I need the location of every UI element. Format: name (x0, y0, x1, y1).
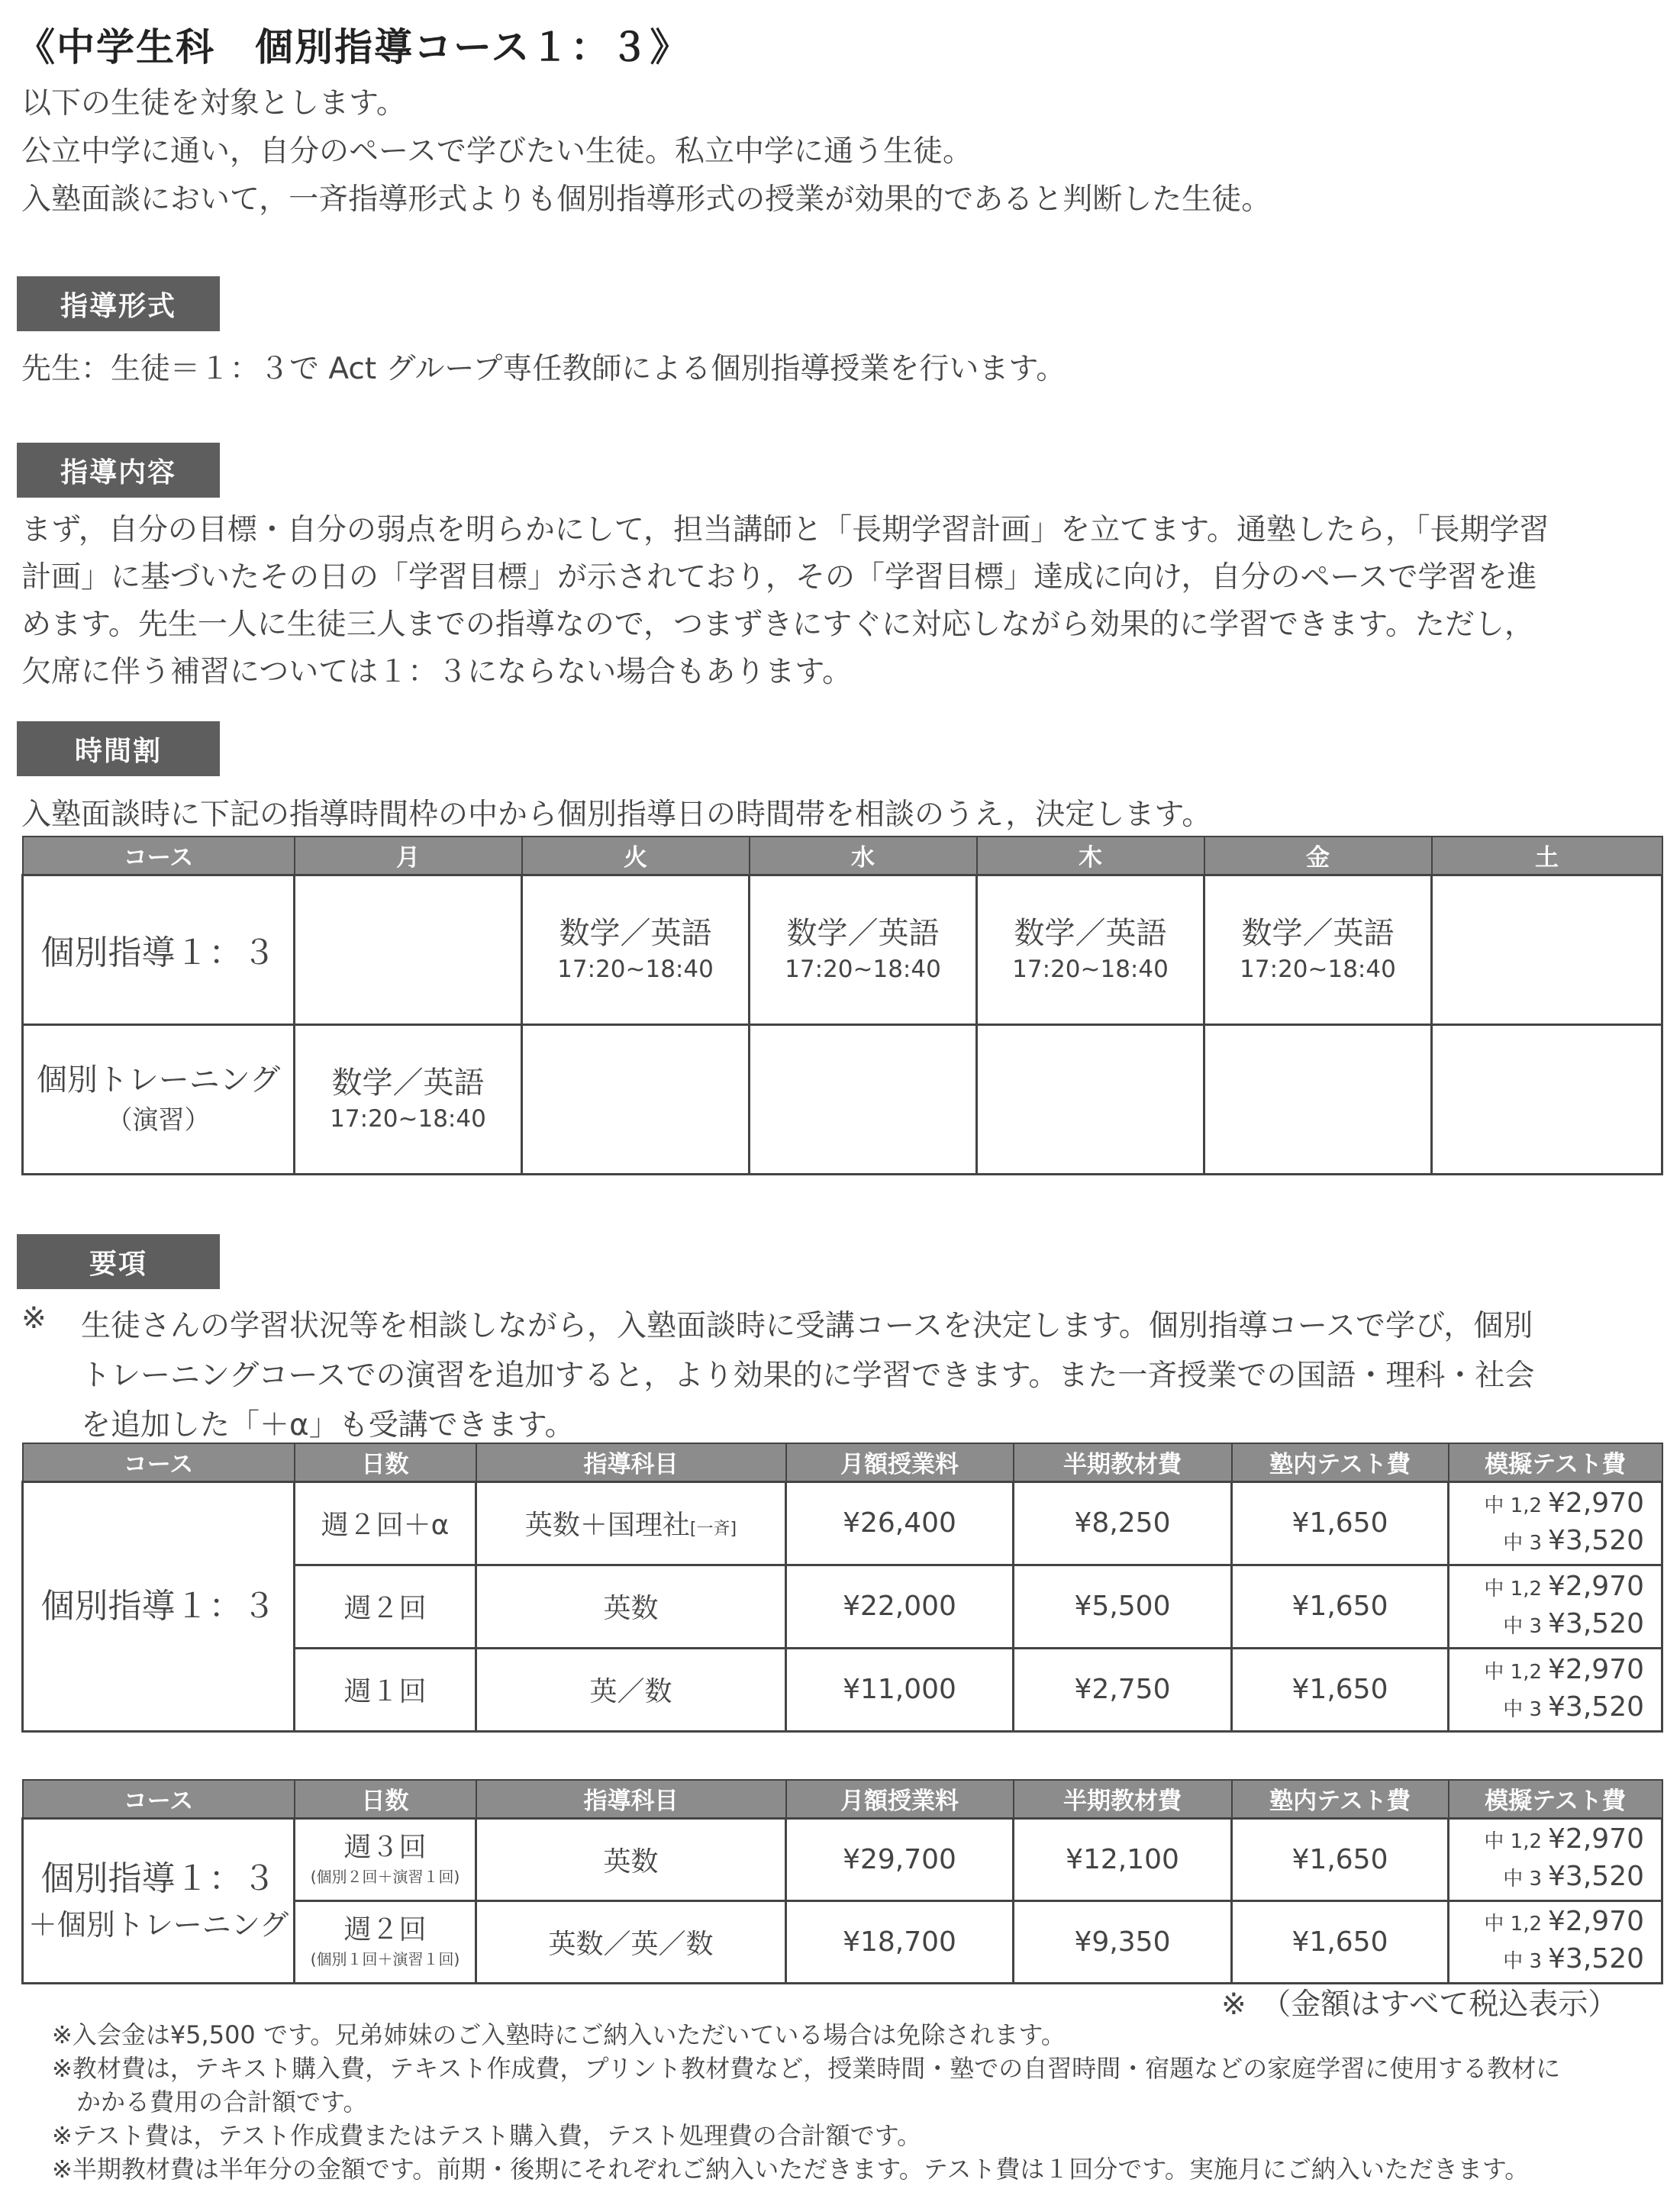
col-header-course: コース (23, 1443, 295, 1481)
fee-header-row (23, 1443, 1662, 1481)
page-title: 《中学生科 個別指導コース１：３》 (17, 25, 690, 69)
schedule-cell (750, 875, 977, 1024)
mock-fee-value: ¥2,970 (1548, 1906, 1644, 1937)
col-header-days: 日数 (295, 1443, 476, 1481)
col-header-thu: 木 (977, 837, 1204, 875)
intro-line: 以下の生徒を対象とします。 (21, 86, 406, 121)
time-text: 17:20~18:40 (1240, 956, 1396, 983)
empty-cell (1432, 875, 1662, 1024)
timetable-table (21, 836, 1663, 1175)
mock-fee-value: ¥2,970 (1548, 1653, 1644, 1685)
grade-label: 中 3 (1503, 1950, 1543, 1973)
course-name-sub: ＋個別トレーニング (27, 1908, 289, 1942)
col-header-subject: 指導科目 (476, 1443, 786, 1481)
col-header-mock: 模擬テスト費 (1449, 1780, 1662, 1818)
days-cell: 週２回 (295, 1565, 476, 1648)
schedule-cell (977, 875, 1204, 1024)
fee-table-2 (21, 1779, 1663, 1984)
col-header-subject: 指導科目 (476, 1780, 786, 1818)
time-text: 17:20~18:40 (330, 1105, 486, 1133)
section-label-format: 指導形式 (17, 276, 220, 331)
empty-cell (522, 1024, 750, 1174)
mock-fee-value: ¥3,520 (1548, 1607, 1644, 1639)
material-fee-cell: ¥8,250 (1014, 1481, 1232, 1565)
days-text: 週２回 (343, 1914, 427, 1945)
mock-fee-value: ¥3,520 (1548, 1524, 1644, 1556)
material-fee-cell: ¥12,100 (1014, 1818, 1232, 1900)
footnote-line: ※半期教材費は半年分の金額です。前期・後期にそれぞれご納入いただきます。テスト費は１回分です。実施月にご納入いただきます。 (52, 2155, 1530, 2184)
intro-line: 入塾面談において，一斉指導形式よりも個別指導形式の授業が効果的であると判断した生徒。 (21, 182, 1272, 217)
timetable-header-row (23, 837, 1662, 875)
subject-cell: 英数／英／数 (476, 1900, 786, 1983)
subject-note: [一斉] (689, 1520, 737, 1539)
youkou-line: トレーニングコースでの演習を追加すると，より効果的に学習できます。また一斉授業での国語・理科・社会 (81, 1359, 1535, 1393)
material-fee-cell: ¥2,750 (1014, 1648, 1232, 1731)
col-header-material: 半期教材費 (1014, 1443, 1232, 1481)
days-cell: 週１回 (295, 1648, 476, 1731)
fee-header-row (23, 1780, 1662, 1818)
test-fee-cell: ¥1,650 (1232, 1900, 1449, 1983)
subject-text: 英数＋国理社 (524, 1510, 690, 1541)
mock-fee-value: ¥3,520 (1548, 1691, 1644, 1723)
test-fee-cell: ¥1,650 (1232, 1565, 1449, 1648)
table-row (23, 1481, 1662, 1565)
monthly-fee-cell: ¥29,700 (786, 1818, 1014, 1900)
intro-text (21, 79, 1271, 224)
course-cell (23, 1024, 295, 1174)
subject-cell (476, 1481, 786, 1565)
subject-cell: 英数 (476, 1818, 786, 1900)
days-note: (個別１回＋演習１回) (310, 1950, 460, 1968)
footnotes (52, 2018, 1560, 2186)
grade-label: 中 1,2 (1484, 1660, 1543, 1684)
course-cell (23, 1818, 295, 1983)
time-text: 17:20~18:40 (557, 956, 714, 983)
course-cell: 個別指導１：３ (23, 875, 295, 1024)
empty-cell (1204, 1024, 1432, 1174)
time-text: 17:20~18:40 (1012, 956, 1169, 983)
footnote-line: ※テスト費は，テスト作成費またはテスト購入費，テスト処理費の合計額です。 (52, 2121, 922, 2150)
days-cell (295, 1818, 476, 1900)
content-paragraph (21, 507, 1670, 696)
days-cell: 週２回＋α (295, 1481, 476, 1565)
test-fee-cell: ¥1,650 (1232, 1481, 1449, 1565)
mock-fee-cell (1449, 1818, 1662, 1900)
section-label-youkou: 要項 (17, 1234, 220, 1289)
schedule-cell (1204, 875, 1432, 1024)
content-line: まず，自分の目標・自分の弱点を明らかにして，担当講師と「長期学習計画」を立てます。通塾したら，「長期学習 (21, 513, 1549, 547)
tax-note: ※ （金額はすべて税込表示） (1221, 1987, 1618, 2022)
course-cell: 個別指導１：３ (23, 1481, 295, 1731)
mock-fee-value: ¥2,970 (1548, 1570, 1644, 1602)
section-label-timetable: 時間割 (17, 721, 220, 776)
col-header-monthly: 月額授業料 (786, 1443, 1014, 1481)
days-text: 週３回 (343, 1832, 427, 1863)
empty-cell (1432, 1024, 1662, 1174)
fee-table-1 (21, 1443, 1663, 1733)
grade-label: 中 3 (1503, 1614, 1543, 1638)
col-header-fri: 金 (1204, 837, 1432, 875)
monthly-fee-cell: ¥26,400 (786, 1481, 1014, 1565)
col-header-course: コース (23, 837, 295, 875)
schedule-cell (295, 1024, 522, 1174)
subject-text: 数学／英語 (786, 916, 940, 951)
table-row (23, 875, 1662, 1024)
monthly-fee-cell: ¥18,700 (786, 1900, 1014, 1983)
test-fee-cell: ¥1,650 (1232, 1648, 1449, 1731)
mock-fee-cell (1449, 1900, 1662, 1983)
mock-fee-value: ¥3,520 (1548, 1861, 1644, 1892)
empty-cell (295, 875, 522, 1024)
intro-line: 公立中学に通い，自分のペースで学びたい生徒。私立中学に通う生徒。 (21, 134, 973, 169)
mock-fee-cell (1449, 1565, 1662, 1648)
youkou-line: 生徒さんの学習状況等を相談しながら，入塾面談時に受講コースを決定します。個別指導コースで学び，個別 (81, 1309, 1533, 1343)
table-row (23, 1024, 1662, 1174)
mock-fee-cell (1449, 1481, 1662, 1565)
section-label-content: 指導内容 (17, 443, 220, 498)
youkou-line: を追加した「＋α」も受講できます。 (81, 1408, 575, 1443)
col-header-test: 塾内テスト費 (1232, 1443, 1449, 1481)
subject-text: 数学／英語 (1014, 916, 1167, 951)
col-header-material: 半期教材費 (1014, 1780, 1232, 1818)
empty-cell (750, 1024, 977, 1174)
footnote-line: ※教材費は，テキスト購入費，テキスト作成費，プリント教材費など，授業時間・塾での自習時間・宿題などの家庭学習に使用する教材に (52, 2054, 1561, 2083)
monthly-fee-cell: ¥22,000 (786, 1565, 1014, 1648)
youkou-mark: ※ (21, 1301, 47, 1336)
format-text: 先生：生徒＝１：３で Act グループ専任教師による個別指導授業を行います。 (21, 352, 1066, 386)
col-header-test: 塾内テスト費 (1232, 1780, 1449, 1818)
footnote-line: ※入会金は¥5,500 です。兄弟姉妹のご入塾時にご納入いただいている場合は免除されます。 (52, 2020, 1066, 2049)
days-note: (個別２回＋演習１回) (310, 1868, 460, 1886)
timetable-text: 入塾面談時に下記の指導時間枠の中から個別指導日の時間帯を相談のうえ，決定します。 (21, 798, 1212, 832)
col-header-monthly: 月額授業料 (786, 1780, 1014, 1818)
time-text: 17:20~18:40 (785, 956, 941, 983)
col-header-mon: 月 (295, 837, 522, 875)
subject-cell: 英数 (476, 1565, 786, 1648)
grade-label: 中 3 (1503, 1697, 1543, 1721)
table-row (23, 1818, 1662, 1900)
monthly-fee-cell: ¥11,000 (786, 1648, 1014, 1731)
days-cell (295, 1900, 476, 1983)
course-subtitle: （演習） (106, 1105, 211, 1136)
subject-text: 数学／英語 (331, 1065, 485, 1101)
grade-label: 中 1,2 (1484, 1577, 1543, 1601)
col-header-mock: 模擬テスト費 (1449, 1443, 1662, 1481)
youkou-text (81, 1301, 1534, 1450)
mock-fee-value: ¥2,970 (1548, 1487, 1644, 1519)
col-header-wed: 水 (750, 837, 977, 875)
content-line: めます。先生一人に生徒三人までの指導なので，つまずきにすぐに対応しながら効果的に学習できます。ただし， (21, 608, 1534, 642)
test-fee-cell: ¥1,650 (1232, 1818, 1449, 1900)
material-fee-cell: ¥9,350 (1014, 1900, 1232, 1983)
material-fee-cell: ¥5,500 (1014, 1565, 1232, 1648)
empty-cell (977, 1024, 1204, 1174)
content-line: 計画」に基づいたその日の「学習目標」が示されており，その「学習目標」達成に向け，自分のペースで学習を進 (21, 560, 1537, 595)
mock-fee-value: ¥3,520 (1548, 1943, 1644, 1975)
grade-label: 中 3 (1503, 1531, 1543, 1555)
schedule-cell (522, 875, 750, 1024)
course-name: 個別指導１：３ (40, 1859, 276, 1898)
grade-label: 中 1,2 (1484, 1913, 1543, 1936)
mock-fee-cell (1449, 1648, 1662, 1731)
col-header-days: 日数 (295, 1780, 476, 1818)
col-header-course: コース (23, 1780, 295, 1818)
subject-text: 数学／英語 (1241, 916, 1395, 951)
col-header-tue: 火 (522, 837, 750, 875)
grade-label: 中 1,2 (1484, 1494, 1543, 1517)
grade-label: 中 3 (1503, 1868, 1543, 1891)
col-header-sat: 土 (1432, 837, 1662, 875)
footnote-line: かかる費用の合計額です。 (52, 2087, 368, 2116)
subject-cell: 英／数 (476, 1648, 786, 1731)
content-line: 欠席に伴う補習については１：３にならない場合もあります。 (21, 655, 853, 689)
grade-label: 中 1,2 (1484, 1830, 1543, 1853)
subject-text: 数学／英語 (559, 916, 712, 951)
course-name: 個別トレーニング (36, 1062, 281, 1098)
mock-fee-value: ¥2,970 (1548, 1823, 1644, 1855)
